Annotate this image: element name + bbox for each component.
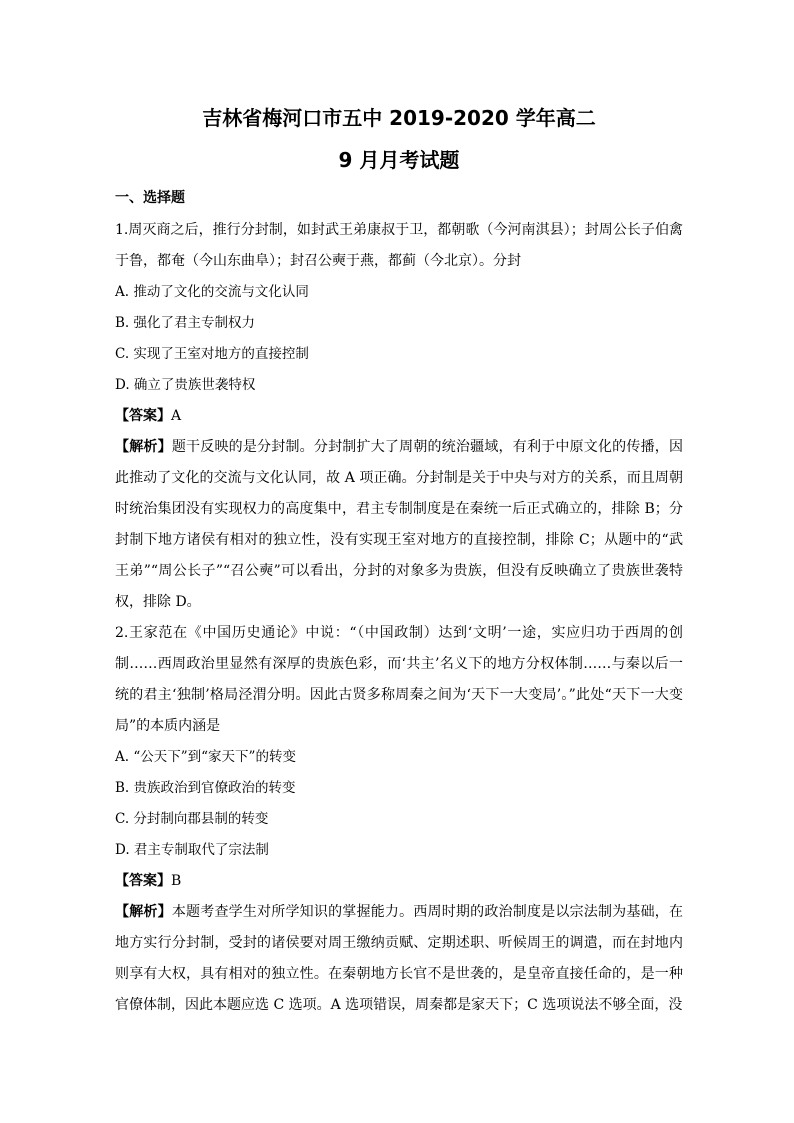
question-1-answer: [115, 401, 683, 432]
section-heading: 一、选择题: [115, 190, 185, 206]
answer-value: B: [171, 873, 182, 889]
answer-value: A: [171, 408, 182, 424]
analysis-text: 本题考查学生对所学知识的掌握能力。西周时期的政治制度是以宗法制为基础，在地方实行分封制，受封的诸侯要对周王缴纳贡赋、定期述职、听候周王的调遣，而在封地内则享有大权，具有相对的独立性。在秦朝地方长官不是世袭的，是皇帝直接任命的，是一种官僚体制，因此本题应选 C 选项。A 选项错误，周秦都是家天下；C 选项说法不够全面，没: [115, 904, 684, 1013]
question-1: [115, 215, 683, 618]
question-2-answer: [115, 866, 683, 897]
analysis-tag: 【解析】: [115, 439, 172, 455]
question-2-option-b: B. 贵族政治到官僚政治的转变: [115, 780, 296, 796]
question-1-stem: 1.周灭商之后，推行分封制，如封武王弟康叔于卫，都朝歌（今河南淇县）；封周公长子伯禽于鲁，都奄（今山东曲阜）；封召公奭于燕，都蓟（今北京）。分封: [115, 222, 683, 269]
document-page: [115, 100, 683, 1021]
analysis-tag: 【解析】: [115, 904, 172, 920]
question-2-option-c: C. 分封制向郡县制的转变: [115, 811, 269, 827]
question-1-option-d: D. 确立了贵族世袭特权: [115, 377, 256, 393]
question-2-stem: 2.王家范在《中国历史通论》中说：“（中国政制）达到‘文明’一途，实应归功于西周的创制……西周政治里显然有深厚的贵族色彩，而‘共主’名义下的地方分权体制……与秦以后一统的君主‘独制’格局泾渭分明。因此古贤多称周秦之间为‘天下一大变局’。”此处“天下一大变局”的本质内涵是: [115, 625, 683, 734]
question-2-analysis: [115, 897, 683, 1021]
question-1-analysis: [115, 432, 683, 618]
question-2-option-d: D. 君主专制取代了宗法制: [115, 842, 269, 858]
doc-title-line1: 吉林省梅河口市五中 2019-2020 学年高二: [202, 106, 596, 130]
analysis-text: 题干反映的是分封制。分封制扩大了周朝的统治疆域，有利于中原文化的传播，因此推动了文化的交流与文化认同，故 A 项正确。分封制是关于中央与对方的关系，而且周朝时统治集团没有实现权力的高度集中，君主专制制度是在秦统一后正式确立的，排除 B；分封制下地方诸侯有相对的独立性，没有实现王室对地方的直接控制，排除 C；从题中的“武王弟”“周公长子”“召公奭”可以看出，分封的对象多为贵族，但没有反映确立了贵族世袭特权，排除 D。: [115, 439, 684, 610]
answer-tag: 【答案】: [115, 408, 171, 424]
question-1-option-a: A. 推动了文化的交流与文化认同: [115, 284, 309, 300]
question-1-option-b: B. 强化了君主专制权力: [115, 315, 256, 331]
question-2-option-a: A. “公天下”到“家天下”的转变: [115, 749, 296, 765]
doc-title-line2: 9 月月考试题: [338, 148, 460, 172]
question-2: [115, 618, 683, 1021]
question-1-option-c: C. 实现了王室对地方的直接控制: [115, 346, 309, 362]
answer-tag: 【答案】: [115, 873, 171, 889]
